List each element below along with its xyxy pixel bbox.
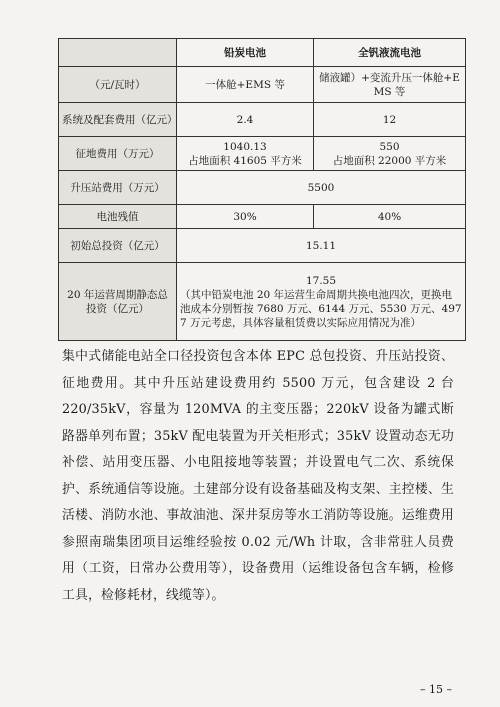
table-row-land-cost [59,137,466,171]
table-row-initial-investment [59,229,466,263]
header-vanadium-flow-battery: 全钒液流电池 [314,39,466,67]
land-area-note: 占地面积 41605 平方米 [188,154,302,167]
table-row-system-cost [59,103,466,137]
investment-comparison-table [58,38,466,341]
shared-cell [177,263,466,341]
body-paragraph: 集中式储能电站全口径投资包含本体 EPC 总包投资、升压站投资、征地费用。其中升压站建设费用约 5500 万元，包含建设 2 台 220/35kV，容量为 120MVA 的主变压器；220kV 设备为罐式断路器单列布置；35kV 配电装置为开关柜形式；35kV 设置动态无功补偿、站用变压器、小电阻接地等装置；并设置电气二次、系统保护、系统通信等设施。土建部分设有设备基础及构支架、主控楼、生活楼、消防水池、事故油池、深井泵房等水工消防等设施。运维费用参照南瑞集团项目运维经验按 0.02 元/Wh 计取，含非常驻人员费用（工资，日常办公费用等），设备费用（运维设备包含车辆，检修工具，检修耗材，线缆等）。 [62,349,454,603]
header-lead-carbon-battery: 铅炭电池 [177,39,314,67]
battery-replacement-note: （其中铅炭电池 20 年运营生命周期共换电池四次，更换电池成本分别暂按 7680 万元、6144 万元、5530 万元、4977 万元考虑，具体容量租赁费以实际应用情况为准） [180,288,462,329]
row-label: 电池残值 [59,205,177,229]
table-row-total-static-investment [59,263,466,341]
row-label: 系统及配套费用（亿元） [59,103,177,137]
lead-carbon-cell: 2.4 [177,103,314,137]
vanadium-cell: 12 [314,103,466,137]
row-label: 征地费用（万元） [59,137,177,171]
lead-carbon-cell [177,137,314,171]
page-number: – 15 – [420,683,452,696]
shared-cell: 15.11 [177,229,466,263]
land-cost-value: 1040.13 [223,140,267,153]
row-label: （元/瓦时） [59,67,177,103]
shared-cell: 5500 [177,171,466,205]
row-label: 20 年运营周期静态总投资（亿元） [59,263,177,341]
table-header-row [59,39,466,67]
vanadium-cell: 储液罐）+变流升压一体舱+EMS 等 [314,67,466,103]
table-row-residual-value [59,205,466,229]
land-cost-value: 550 [379,140,400,153]
row-label: 初始总投资（亿元） [59,229,177,263]
total-investment-value: 17.55 [305,274,337,287]
land-area-note: 占地面积 22000 平方米 [332,154,447,167]
table-row-unit-price [59,67,466,103]
header-empty-cell [59,39,177,67]
lead-carbon-cell: 30% [177,205,314,229]
vanadium-cell [314,137,466,171]
row-label: 升压站费用（万元） [59,171,177,205]
lead-carbon-cell: 一体舱+EMS 等 [177,67,314,103]
table-row-substation-cost [59,171,466,205]
vanadium-cell: 40% [314,205,466,229]
